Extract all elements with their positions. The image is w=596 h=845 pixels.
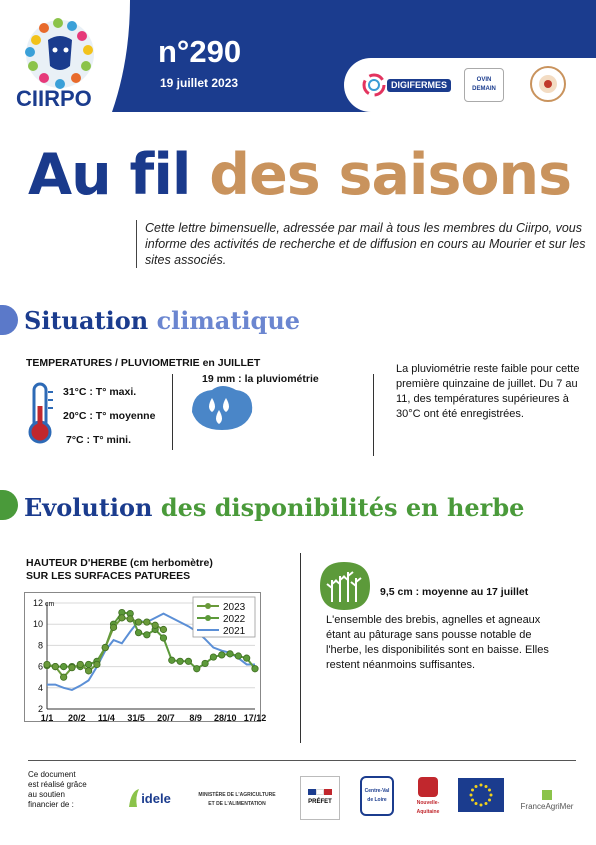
data-point-2023 [160,626,166,632]
data-point-2023 [52,663,58,669]
legend-marker-2022 [205,615,211,621]
x-tick-label: 20/7 [157,713,175,723]
issue-date: 19 juillet 2023 [160,76,239,90]
data-point-2022 [160,635,166,641]
data-point-2022 [235,653,241,659]
section-marker-climate [0,305,18,335]
data-point-2022 [243,655,249,661]
grass-section-title: Evolution des disponibilités en herbe [24,493,525,522]
data-point-2023 [102,644,108,650]
y-tick-label: 12 [32,598,43,608]
data-point-2022 [252,666,258,672]
prefet-logo: PRÉFET [300,776,340,820]
data-point-2023 [127,616,133,622]
grass-height-chart-svg [25,593,267,723]
data-point-2022 [60,663,66,669]
temp-min: 7°C : T° mini. [66,434,131,446]
newsletter-title [28,142,571,208]
chart-heading-2: SUR LES SURFACES PATUREES [26,570,191,582]
data-point-2023 [60,674,66,680]
data-point-2023 [94,661,100,667]
data-point-2022 [210,654,216,660]
idele-logo: idele [120,780,178,816]
x-tick-label: 28/10 [214,713,237,723]
grass-divider [300,553,301,743]
y-tick-label: 2 [37,704,43,714]
data-point-2023 [77,661,83,667]
title-part-2: des saisons [209,142,572,208]
data-point-2023 [44,661,50,667]
y-tick-label: 10 [32,619,43,630]
data-point-2023 [110,624,116,630]
sheep-logo-icon [14,14,124,110]
data-point-2022 [85,661,91,667]
data-point-2022 [185,658,191,664]
title-part-1: Au fil [28,142,191,208]
digifermes-logo: DIGIFERMES [362,70,450,100]
x-tick-label: 20/2 [67,713,86,723]
climate-section-title: Situation climatique [24,306,301,335]
legend-label-2023: 2023 [223,602,246,613]
grass-comment: L'ensemble des brebis, agnelles et agneaux étant au pâturage sans pousse notable de l'herbe, les disponibilités sont en baisse. Elles restent néanmoins suffisantes. [326,614,549,671]
y-tick-label: 4 [37,682,43,693]
union-europeenne-logo [458,778,504,812]
funding-text: Ce document est réalisé grâce au soutien financier de : [28,770,87,809]
ministere-agriculture-logo: MINISTÈRE DE L'AGRICULTURE ET DE L'ALIMENTATION [198,792,276,807]
franceagrimer-logo: FranceAgriMer [516,782,578,816]
thermometer-icon [22,380,58,446]
data-point-2022 [135,629,141,635]
chart-heading-1: HAUTEUR D'HERBE (cm herbomètre) [26,557,213,569]
footer-divider [28,760,576,761]
x-tick-label: 31/5 [127,713,145,723]
eu-stars-icon [468,782,494,808]
data-point-2023 [144,619,150,625]
temp-max: 31°C : T° maxi. [63,386,137,398]
data-point-2023 [85,668,91,674]
climate-divider-2 [373,374,374,456]
x-tick-label: 17/12 [243,713,267,723]
x-tick-label: 11/4 [97,713,115,723]
y-unit-label: cm [45,601,55,608]
data-point-2022 [219,652,225,658]
partner-logos-strip [344,58,596,112]
data-point-2023 [69,664,75,670]
data-point-2023 [119,615,125,621]
issue-number: n°290 [158,34,242,69]
section-marker-grass [0,490,18,520]
nouvelle-aquitaine-logo: Nouvelle-Aquitaine [410,774,446,820]
centre-val-de-loire-logo: Centre-Val de Loire [360,776,394,816]
rain-value: 19 mm : la pluviométrie [202,373,319,385]
ovin-demain-logo: OVIN DEMAIN [464,68,504,102]
data-point-2023 [135,619,141,625]
data-point-2022 [144,632,150,638]
temp-mean: 20°C : T° moyenne [63,410,156,422]
legend-label-2021: 2021 [223,626,246,637]
climate-divider-1 [172,374,173,450]
grass-average: 9,5 cm : moyenne au 17 juillet [380,586,529,598]
data-point-2022 [227,651,233,657]
rain-drops-icon [186,384,258,434]
x-tick-label: 8/9 [189,713,202,723]
legend-marker-2023 [205,603,211,609]
data-point-2022 [177,658,183,664]
ciirpo-logo [14,14,124,110]
ciirpo-wordmark: CIIRPO [16,86,92,111]
data-point-2022 [169,657,175,663]
grass-icon [316,558,374,612]
y-tick-label: 6 [37,661,43,672]
grass-height-chart [24,592,267,723]
y-tick-label: 8 [37,640,43,651]
legend-label-2022: 2022 [223,614,246,625]
climate-comment: La pluviométrie reste faible pour cette première quinzaine de juillet. Du 7 au 11, des températures supérieures à 30°C ont été enregistrées. [396,363,580,420]
seal-logo [530,66,566,102]
climate-heading: TEMPERATURES / PLUVIOMETRIE en JUILLET [26,357,261,369]
intro-paragraph: Cette lettre bimensuelle, adressée par mail à tous les membres du Ciirpo, vous informe des activités de recherche et de diffusion en cours au Mourier et sur les sites associés. [136,220,586,268]
data-point-2022 [202,660,208,666]
x-tick-label: 1/1 [40,713,54,723]
data-point-2023 [152,622,158,628]
data-point-2022 [194,666,200,672]
